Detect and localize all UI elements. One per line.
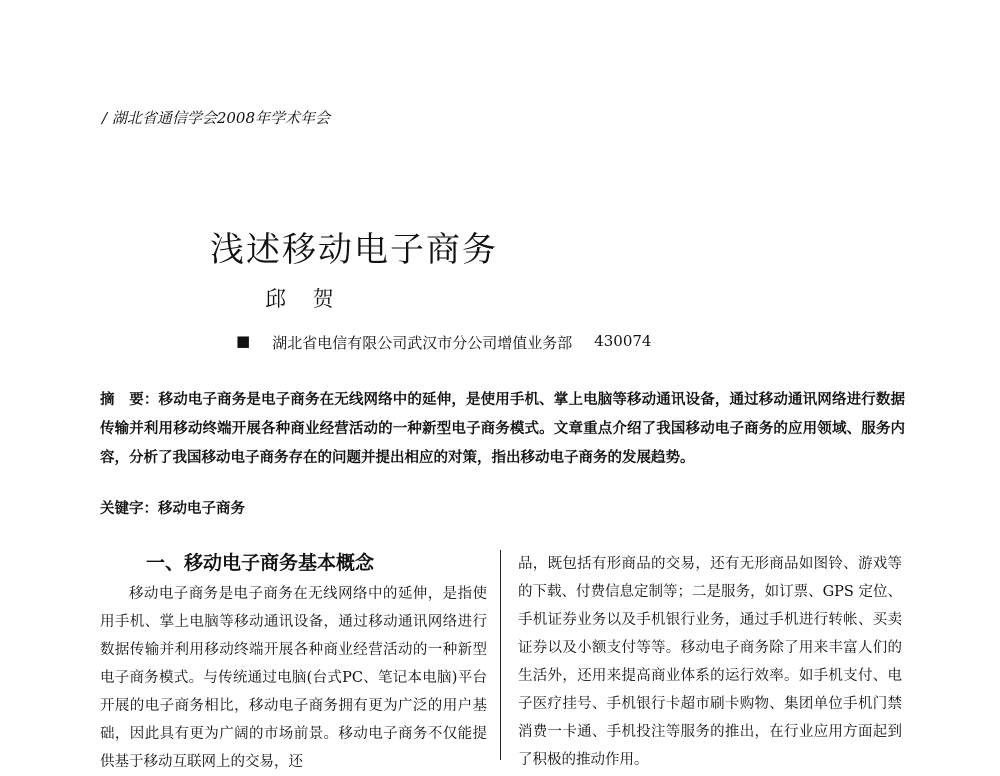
left-column bbox=[100, 550, 487, 776]
affiliation-postcode: 430074 bbox=[594, 332, 652, 350]
right-column bbox=[518, 550, 902, 774]
section-body-right: 品，既包括有形商品的交易，还有无形商品如图铃、游戏等的下载、付费信息定制等；二是服务，如订票、GPS 定位、手机证券业务以及手机银行业务，通过手机进行转帐、买卖证券以及小额支付等等。移动电子商务除了用来丰富人们的生活外，还用来提高商业体系的运行效率。如手机支付、电子医疗挂号、手机银行卡超市刷卡购物、集团单位手机门禁消费一卡通、手机投注等服务的推出，在行业应用方面起到了积极的推动作用。 bbox=[518, 556, 902, 768]
abstract: 摘 要：移动电子商务是电子商务在无线网络中的延伸，是使用手机、掌上电脑等移动通讯设备，通过移动通讯网络进行数据传输并利用移动终端开展各种商业经营活动的一种新型电子商务模式。文章重点介绍了我国移动电子商务的应用领域、服务内容，分析了我国移动电子商务存在的问题并提出相应的对策，指出移动电子商务的发展趋势。 bbox=[100, 391, 905, 466]
column-divider bbox=[500, 550, 501, 760]
paper-title: 浅述移动电子商务 bbox=[210, 230, 498, 270]
keywords: 关键字：移动电子商务 bbox=[100, 500, 245, 517]
affiliation-marker: ■ bbox=[236, 332, 251, 350]
affiliation-org: 湖北省电信有限公司武汉市分公司增值业务部 bbox=[272, 334, 573, 352]
section-body-left: 移动电子商务是电子商务在无线网络中的延伸，是指使用手机、掌上电脑等移动通讯设备，通过移动通讯网络进行数据传输并利用移动终端开展各种商业经营活动的一种新型电子商务模式。与传统通过电脑(台式PC、笔记本电脑)平台开展的电子商务相比，移动电子商务拥有更为广泛的用户基础，因此具有更为广阔的市场前景。移动电子商务不仅能提供基于移动互联网上的交易，还 bbox=[100, 586, 487, 770]
affiliation bbox=[236, 332, 651, 353]
conference-header: / 湖北省通信学会2008年学术年会 bbox=[102, 109, 330, 127]
author-name: 邱 贺 bbox=[265, 287, 344, 311]
section-heading: 一、移动电子商务基本概念 bbox=[146, 552, 375, 574]
